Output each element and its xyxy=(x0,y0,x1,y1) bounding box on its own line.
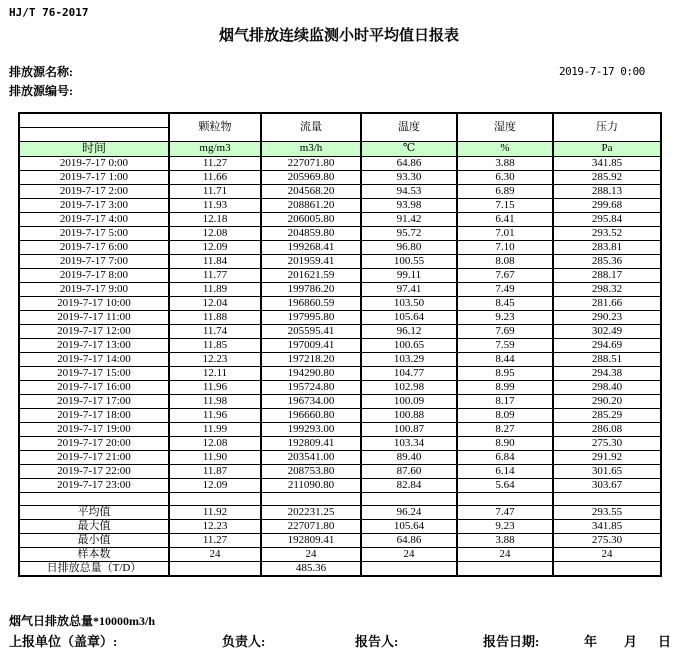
value-cell: 11.66 xyxy=(169,170,261,184)
empty-cell xyxy=(553,492,661,506)
stat-value-cell xyxy=(553,562,661,577)
value-cell: 299.68 xyxy=(553,198,661,212)
value-cell: 93.98 xyxy=(361,198,457,212)
value-cell: 285.92 xyxy=(553,170,661,184)
unit-pressure: Pa xyxy=(553,141,661,156)
stat-value-cell: 293.55 xyxy=(553,506,661,520)
stat-value-cell: 192809.41 xyxy=(261,534,361,548)
time-cell: 2019-7-17 17:00 xyxy=(19,394,169,408)
value-cell: 8.99 xyxy=(457,380,553,394)
col-header-particulate: 颗粒物 xyxy=(169,113,261,141)
time-cell: 2019-7-17 12:00 xyxy=(19,324,169,338)
stat-value-cell: 64.86 xyxy=(361,534,457,548)
value-cell: 204859.80 xyxy=(261,226,361,240)
value-cell: 196660.80 xyxy=(261,408,361,422)
time-cell: 2019-7-17 21:00 xyxy=(19,450,169,464)
value-cell: 105.64 xyxy=(361,310,457,324)
stat-label: 最大值 xyxy=(19,520,169,534)
year-label: 年 xyxy=(584,634,598,649)
report-datetime: 2019-7-17 0:00 xyxy=(559,65,645,78)
hour-row xyxy=(19,450,661,464)
unit-temperature: ℃ xyxy=(361,141,457,156)
hour-row xyxy=(19,282,661,296)
value-cell: 100.55 xyxy=(361,254,457,268)
value-cell: 7.69 xyxy=(457,324,553,338)
monitoring-table xyxy=(18,112,662,577)
value-cell: 288.13 xyxy=(553,184,661,198)
value-cell: 197009.41 xyxy=(261,338,361,352)
value-cell: 194290.80 xyxy=(261,366,361,380)
time-cell: 2019-7-17 19:00 xyxy=(19,422,169,436)
time-cell: 2019-7-17 22:00 xyxy=(19,464,169,478)
stat-value-cell: 105.64 xyxy=(361,520,457,534)
signature-row xyxy=(0,631,678,649)
value-cell: 201959.41 xyxy=(261,254,361,268)
reporting-unit-label: 上报单位（盖章）: xyxy=(9,634,118,649)
value-cell: 283.81 xyxy=(553,240,661,254)
value-cell: 205595.41 xyxy=(261,324,361,338)
value-cell: 12.11 xyxy=(169,366,261,380)
hour-row xyxy=(19,394,661,408)
value-cell: 11.85 xyxy=(169,338,261,352)
value-cell: 103.50 xyxy=(361,296,457,310)
value-cell: 104.77 xyxy=(361,366,457,380)
value-cell: 288.51 xyxy=(553,352,661,366)
time-cell: 2019-7-17 5:00 xyxy=(19,226,169,240)
value-cell: 8.90 xyxy=(457,436,553,450)
value-cell: 295.84 xyxy=(553,212,661,226)
table-body xyxy=(19,156,661,576)
stat-value-cell: 24 xyxy=(361,548,457,562)
value-cell: 298.32 xyxy=(553,282,661,296)
value-cell: 96.80 xyxy=(361,240,457,254)
value-cell: 301.65 xyxy=(553,464,661,478)
time-cell: 2019-7-17 18:00 xyxy=(19,408,169,422)
value-cell: 96.12 xyxy=(361,324,457,338)
time-cell: 2019-7-17 3:00 xyxy=(19,198,169,212)
page-title: 烟气排放连续监测小时平均值日报表 xyxy=(218,28,459,44)
value-cell: 8.17 xyxy=(457,394,553,408)
value-cell: 196860.59 xyxy=(261,296,361,310)
stat-value-cell: 9.23 xyxy=(457,520,553,534)
value-cell: 11.98 xyxy=(169,394,261,408)
col-header-flow: 流量 xyxy=(261,113,361,141)
value-cell: 103.34 xyxy=(361,436,457,450)
value-cell: 205969.80 xyxy=(261,170,361,184)
value-cell: 3.88 xyxy=(457,156,553,170)
value-cell: 6.84 xyxy=(457,450,553,464)
value-cell: 208753.80 xyxy=(261,464,361,478)
time-cell: 2019-7-17 13:00 xyxy=(19,338,169,352)
value-cell: 12.23 xyxy=(169,352,261,366)
value-cell: 294.38 xyxy=(553,366,661,380)
empty-cell xyxy=(169,492,261,506)
value-cell: 6.89 xyxy=(457,184,553,198)
value-cell: 203541.00 xyxy=(261,450,361,464)
value-cell: 12.04 xyxy=(169,296,261,310)
stat-row xyxy=(19,520,661,534)
spacer-row xyxy=(19,492,661,506)
day-label: 日 xyxy=(658,634,672,649)
value-cell: 100.09 xyxy=(361,394,457,408)
stat-value-cell xyxy=(361,562,457,577)
stat-row xyxy=(19,562,661,577)
corner-cell-top xyxy=(19,113,169,127)
time-cell: 2019-7-17 15:00 xyxy=(19,366,169,380)
stat-value-cell: 24 xyxy=(169,548,261,562)
value-cell: 196734.00 xyxy=(261,394,361,408)
value-cell: 100.88 xyxy=(361,408,457,422)
value-cell: 199786.20 xyxy=(261,282,361,296)
unit-row xyxy=(19,141,661,156)
value-cell: 94.53 xyxy=(361,184,457,198)
value-cell: 7.59 xyxy=(457,338,553,352)
time-cell: 2019-7-17 11:00 xyxy=(19,310,169,324)
stat-value-cell: 341.85 xyxy=(553,520,661,534)
value-cell: 11.99 xyxy=(169,422,261,436)
stat-value-cell: 11.27 xyxy=(169,534,261,548)
hour-row xyxy=(19,198,661,212)
month-label: 月 xyxy=(624,634,638,649)
hour-row xyxy=(19,226,661,240)
value-cell: 12.09 xyxy=(169,240,261,254)
hour-row xyxy=(19,296,661,310)
value-cell: 6.41 xyxy=(457,212,553,226)
stat-value-cell: 11.92 xyxy=(169,506,261,520)
value-cell: 281.66 xyxy=(553,296,661,310)
stat-value-cell: 275.30 xyxy=(553,534,661,548)
stat-label: 日排放总量（T/D） xyxy=(19,562,169,577)
hour-row xyxy=(19,268,661,282)
reporter-label: 报告人: xyxy=(355,634,399,649)
value-cell: 87.60 xyxy=(361,464,457,478)
value-cell: 11.27 xyxy=(169,156,261,170)
value-cell: 6.30 xyxy=(457,170,553,184)
value-cell: 11.84 xyxy=(169,254,261,268)
value-cell: 199293.00 xyxy=(261,422,361,436)
value-cell: 206005.80 xyxy=(261,212,361,226)
value-cell: 11.90 xyxy=(169,450,261,464)
value-cell: 11.88 xyxy=(169,310,261,324)
hour-row xyxy=(19,366,661,380)
hour-row xyxy=(19,156,661,170)
stat-value-cell xyxy=(457,562,553,577)
hour-row xyxy=(19,184,661,198)
col-header-pressure: 压力 xyxy=(553,113,661,141)
source-name-label: 排放源名称: xyxy=(9,65,73,79)
value-cell: 9.23 xyxy=(457,310,553,324)
unit-flow: m3/h xyxy=(261,141,361,156)
value-cell: 103.29 xyxy=(361,352,457,366)
hour-row xyxy=(19,338,661,352)
value-cell: 201621.59 xyxy=(261,268,361,282)
value-cell: 204568.20 xyxy=(261,184,361,198)
value-cell: 7.67 xyxy=(457,268,553,282)
hour-row xyxy=(19,310,661,324)
value-cell: 199268.41 xyxy=(261,240,361,254)
value-cell: 97.41 xyxy=(361,282,457,296)
time-cell: 2019-7-17 23:00 xyxy=(19,478,169,492)
value-cell: 11.96 xyxy=(169,408,261,422)
hour-row xyxy=(19,380,661,394)
value-cell: 293.52 xyxy=(553,226,661,240)
value-cell: 302.49 xyxy=(553,324,661,338)
header-row-top xyxy=(19,113,661,127)
value-cell: 11.96 xyxy=(169,380,261,394)
hour-row xyxy=(19,212,661,226)
value-cell: 275.30 xyxy=(553,436,661,450)
value-cell: 82.84 xyxy=(361,478,457,492)
value-cell: 7.01 xyxy=(457,226,553,240)
value-cell: 197995.80 xyxy=(261,310,361,324)
value-cell: 102.98 xyxy=(361,380,457,394)
value-cell: 341.85 xyxy=(553,156,661,170)
unit-particulate: mg/m3 xyxy=(169,141,261,156)
value-cell: 100.65 xyxy=(361,338,457,352)
time-cell: 2019-7-17 14:00 xyxy=(19,352,169,366)
time-cell: 2019-7-17 20:00 xyxy=(19,436,169,450)
value-cell: 197218.20 xyxy=(261,352,361,366)
value-cell: 303.67 xyxy=(553,478,661,492)
corner-cell-bottom xyxy=(19,127,169,141)
value-cell: 99.11 xyxy=(361,268,457,282)
value-cell: 8.44 xyxy=(457,352,553,366)
empty-cell xyxy=(457,492,553,506)
time-cell: 2019-7-17 9:00 xyxy=(19,282,169,296)
value-cell: 95.72 xyxy=(361,226,457,240)
value-cell: 64.86 xyxy=(361,156,457,170)
value-cell: 8.08 xyxy=(457,254,553,268)
source-code-label: 排放源编号: xyxy=(9,84,73,98)
value-cell: 8.95 xyxy=(457,366,553,380)
hour-row xyxy=(19,464,661,478)
hour-row xyxy=(19,478,661,492)
time-cell: 2019-7-17 2:00 xyxy=(19,184,169,198)
value-cell: 195724.80 xyxy=(261,380,361,394)
stat-label: 平均值 xyxy=(19,506,169,520)
standard-code: HJ/T 76-2017 xyxy=(9,6,89,19)
time-cell: 2019-7-17 8:00 xyxy=(19,268,169,282)
value-cell: 208861.20 xyxy=(261,198,361,212)
value-cell: 7.15 xyxy=(457,198,553,212)
value-cell: 294.69 xyxy=(553,338,661,352)
time-cell: 2019-7-17 7:00 xyxy=(19,254,169,268)
time-cell: 2019-7-17 10:00 xyxy=(19,296,169,310)
value-cell: 11.93 xyxy=(169,198,261,212)
stat-value-cell: 3.88 xyxy=(457,534,553,548)
value-cell: 8.09 xyxy=(457,408,553,422)
stat-value-cell: 96.24 xyxy=(361,506,457,520)
value-cell: 285.36 xyxy=(553,254,661,268)
hour-row xyxy=(19,170,661,184)
value-cell: 5.64 xyxy=(457,478,553,492)
value-cell: 100.87 xyxy=(361,422,457,436)
value-cell: 298.40 xyxy=(553,380,661,394)
stat-value-cell: 24 xyxy=(261,548,361,562)
value-cell: 11.89 xyxy=(169,282,261,296)
value-cell: 227071.80 xyxy=(261,156,361,170)
hour-row xyxy=(19,240,661,254)
footer-note: 烟气日排放总量*10000m3/h xyxy=(9,614,156,628)
value-cell: 290.23 xyxy=(553,310,661,324)
value-cell: 11.74 xyxy=(169,324,261,338)
time-cell: 2019-7-17 1:00 xyxy=(19,170,169,184)
value-cell: 288.17 xyxy=(553,268,661,282)
value-cell: 12.18 xyxy=(169,212,261,226)
hour-row xyxy=(19,422,661,436)
hour-row xyxy=(19,254,661,268)
value-cell: 12.08 xyxy=(169,436,261,450)
empty-cell xyxy=(19,492,169,506)
time-cell: 2019-7-17 4:00 xyxy=(19,212,169,226)
stat-value-cell xyxy=(169,562,261,577)
value-cell: 192809.41 xyxy=(261,436,361,450)
value-cell: 8.45 xyxy=(457,296,553,310)
value-cell: 12.08 xyxy=(169,226,261,240)
empty-cell xyxy=(261,492,361,506)
value-cell: 11.71 xyxy=(169,184,261,198)
hour-row xyxy=(19,324,661,338)
value-cell: 285.29 xyxy=(553,408,661,422)
stat-row xyxy=(19,548,661,562)
stat-row xyxy=(19,534,661,548)
time-cell: 2019-7-17 6:00 xyxy=(19,240,169,254)
hour-row xyxy=(19,352,661,366)
value-cell: 89.40 xyxy=(361,450,457,464)
stat-value-cell: 485.36 xyxy=(261,562,361,577)
value-cell: 286.08 xyxy=(553,422,661,436)
value-cell: 12.09 xyxy=(169,478,261,492)
stat-value-cell: 24 xyxy=(553,548,661,562)
stat-row xyxy=(19,506,661,520)
value-cell: 211090.80 xyxy=(261,478,361,492)
value-cell: 93.30 xyxy=(361,170,457,184)
value-cell: 291.92 xyxy=(553,450,661,464)
stat-label: 最小值 xyxy=(19,534,169,548)
stat-label: 样本数 xyxy=(19,548,169,562)
stat-value-cell: 24 xyxy=(457,548,553,562)
value-cell: 7.10 xyxy=(457,240,553,254)
value-cell: 11.77 xyxy=(169,268,261,282)
time-cell: 2019-7-17 0:00 xyxy=(19,156,169,170)
time-header: 时间 xyxy=(19,141,169,156)
time-cell: 2019-7-17 16:00 xyxy=(19,380,169,394)
hour-row xyxy=(19,408,661,422)
value-cell: 290.20 xyxy=(553,394,661,408)
col-header-temperature: 温度 xyxy=(361,113,457,141)
empty-cell xyxy=(361,492,457,506)
stat-value-cell: 227071.80 xyxy=(261,520,361,534)
value-cell: 11.87 xyxy=(169,464,261,478)
manager-label: 负责人: xyxy=(222,634,266,649)
stat-value-cell: 7.47 xyxy=(457,506,553,520)
value-cell: 7.49 xyxy=(457,282,553,296)
value-cell: 8.27 xyxy=(457,422,553,436)
col-header-humidity: 湿度 xyxy=(457,113,553,141)
value-cell: 91.42 xyxy=(361,212,457,226)
value-cell: 6.14 xyxy=(457,464,553,478)
stat-value-cell: 202231.25 xyxy=(261,506,361,520)
unit-humidity: % xyxy=(457,141,553,156)
report-date-label: 报告日期: xyxy=(483,634,540,649)
hour-row xyxy=(19,436,661,450)
stat-value-cell: 12.23 xyxy=(169,520,261,534)
